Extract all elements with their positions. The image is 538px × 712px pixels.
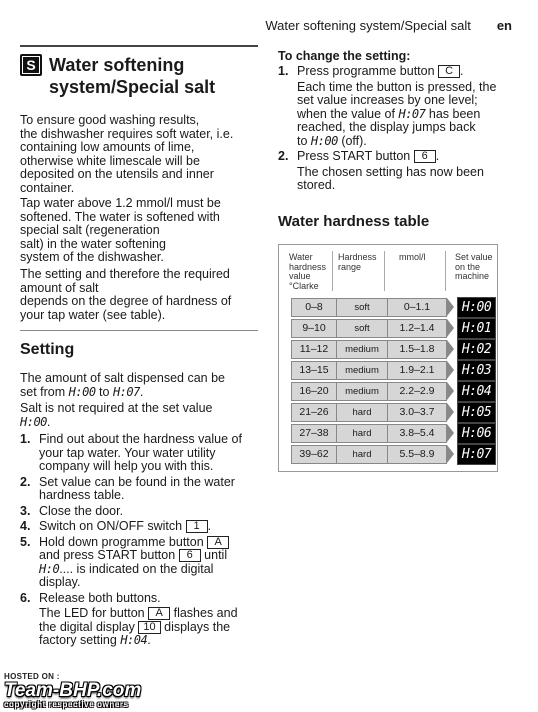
- page-title: [49, 55, 184, 76]
- cell-clarke: 9–10: [291, 319, 337, 338]
- step-5: [20, 536, 260, 590]
- text-line: [39, 549, 260, 563]
- table-row: [291, 340, 495, 359]
- text-line: The setting and therefore the required: [20, 267, 230, 281]
- cell-clarke: 16–20: [291, 382, 337, 401]
- watermark-copyright: copyright respective owners: [4, 700, 129, 709]
- row-arrow: [447, 340, 454, 358]
- step-number: 1.: [278, 64, 289, 78]
- text-line: [39, 607, 260, 621]
- header-section: Water softening system/Special salt: [265, 18, 471, 33]
- text-line: Each time the button is pressed, the: [297, 79, 497, 94]
- text-line: containing low amounts of lime,: [20, 140, 195, 154]
- col-header-clarke: [289, 253, 326, 291]
- display-value: H:00: [20, 414, 47, 429]
- text-line: [39, 536, 260, 550]
- text-line: Find out about the hardness value of: [39, 432, 242, 446]
- text-line: softened. The water is softened with: [20, 209, 220, 224]
- text-line: hardness table.: [39, 488, 125, 502]
- text-line: [20, 386, 260, 400]
- display-value: H:0: [39, 561, 60, 576]
- cell-set-display: H:03: [457, 360, 496, 381]
- step-2: [20, 476, 260, 503]
- display-value: H:00: [310, 133, 338, 148]
- text-line: your tap water (see table).: [20, 307, 166, 322]
- text-line: [20, 416, 260, 430]
- page-title-line1: Water softening: [49, 55, 185, 75]
- col-header-set: [455, 253, 493, 282]
- watermark-hosted: HOSTED ON :: [4, 672, 60, 681]
- cell-set-display: H:02: [457, 339, 496, 360]
- text-span: factory setting: [39, 633, 117, 647]
- text-line: system of the dishwasher.: [20, 250, 164, 264]
- salt-icon-letter: S: [22, 56, 40, 74]
- header-line: Water: [289, 252, 313, 262]
- page-header: [265, 18, 512, 33]
- text-span: when the value of: [297, 106, 395, 121]
- text-line: depends on the degree of hardness of: [20, 294, 232, 308]
- cell-range: soft: [336, 319, 388, 338]
- text-line: the dishwasher requires soft water, i.e.: [20, 126, 234, 141]
- text-line: [39, 634, 260, 648]
- cell-mmol: 1.9–2.1: [387, 361, 447, 380]
- col-divider: [384, 251, 385, 291]
- text-span: .: [147, 633, 151, 647]
- start-button-label: 6: [179, 549, 201, 562]
- table-row: [291, 361, 495, 380]
- text-line: display.: [39, 575, 81, 589]
- watermark: [4, 672, 141, 709]
- cell-set-display: H:00: [457, 297, 496, 318]
- cell-range: medium: [336, 340, 388, 359]
- change-heading: To change the setting:: [278, 49, 411, 63]
- col-header-mmol: [399, 253, 426, 263]
- cell-mmol: 1.5–1.8: [387, 340, 447, 359]
- text-line: amount of salt: [20, 280, 99, 295]
- cell-range: medium: [336, 382, 388, 401]
- text-line: [297, 108, 518, 122]
- col-divider: [332, 251, 333, 291]
- text-span: has been: [428, 106, 481, 121]
- header-line: °Clarke: [289, 280, 319, 291]
- step-number: 3.: [20, 503, 31, 518]
- text-line: To ensure good washing results,: [20, 113, 200, 127]
- cell-clarke: 27–38: [291, 424, 337, 443]
- row-arrow: [447, 361, 454, 379]
- table-row: [291, 445, 495, 464]
- cell-mmol: 3.8–5.4: [387, 424, 447, 443]
- salt-amount-para: [20, 372, 260, 399]
- text-span: .: [46, 414, 51, 429]
- cell-set-display: H:04: [457, 381, 496, 402]
- row-arrow: [447, 319, 454, 337]
- row-arrow: [447, 445, 454, 463]
- header-line: value: [289, 271, 311, 281]
- cell-range: hard: [336, 403, 388, 422]
- setting-heading: Setting: [20, 341, 75, 358]
- text-line: [39, 520, 260, 534]
- header-line: Hardness: [338, 252, 377, 262]
- text-line: [39, 621, 260, 635]
- display-value: H:07: [112, 384, 140, 399]
- table-row: [291, 424, 495, 443]
- col-divider: [445, 251, 446, 291]
- text-line: [297, 135, 518, 149]
- setting-rule: [20, 330, 258, 331]
- row-arrow: [447, 298, 454, 316]
- table-heading: Water hardness table: [278, 213, 430, 230]
- text-line: reached, the display jumps back: [297, 120, 476, 134]
- text-line: deposited on the utensils and inner: [20, 167, 214, 181]
- on-off-switch-label: 1: [186, 520, 208, 533]
- change-step-2: [278, 150, 518, 193]
- text-span: .: [139, 384, 144, 399]
- text-span: to: [99, 384, 110, 399]
- salt-icon: [20, 54, 42, 76]
- text-span: The LED for button: [39, 606, 145, 620]
- digital-display-label: 10: [138, 621, 160, 634]
- row-arrow: [447, 382, 454, 400]
- text-line: Tap water above 1.2 mmol/l must be: [20, 196, 221, 210]
- text-line: Close the door.: [39, 503, 124, 518]
- programme-button-c-label: C: [438, 65, 460, 78]
- text-line: your tap water. Your water utility: [39, 445, 216, 460]
- text-span: and press START button: [39, 548, 176, 562]
- header-lang: en: [496, 18, 512, 33]
- text-span: the digital display: [39, 619, 135, 634]
- text-line: set value increases by one level;: [297, 93, 478, 107]
- cell-clarke: 11–12: [291, 340, 337, 359]
- display-value: H:00: [68, 384, 96, 399]
- step-number: 2.: [20, 474, 31, 489]
- step-number: 6.: [20, 590, 31, 605]
- text-line: [297, 65, 518, 79]
- text-span: flashes and: [173, 606, 238, 620]
- text-span: .: [460, 64, 464, 78]
- page-title-line2: system/Special salt: [49, 77, 216, 97]
- watermark-brand: Team-BHP.com: [4, 680, 142, 701]
- text-line: salt) in the water softening: [20, 236, 166, 251]
- display-value: H:04: [120, 633, 148, 647]
- header-line: on the: [455, 261, 481, 272]
- text-span: .: [435, 149, 440, 163]
- cell-clarke: 39–62: [291, 445, 337, 464]
- header-line: Set value: [455, 252, 493, 262]
- cell-range: hard: [336, 445, 388, 464]
- text-line: Salt is not required at the set value: [20, 401, 213, 415]
- step-1: [20, 433, 260, 474]
- header-line: mmol/l: [399, 252, 426, 262]
- text-span: Press START button: [297, 149, 411, 163]
- cell-mmol: 0–1.1: [387, 298, 447, 317]
- text-span: .... is indicated on the digital: [59, 561, 214, 576]
- header-line: hardness: [289, 261, 327, 272]
- text-span: until: [204, 548, 228, 562]
- cell-set-display: H:07: [457, 444, 496, 465]
- text-span: Press programme button: [297, 64, 435, 78]
- title-rule: [20, 45, 258, 47]
- display-value: H:07: [398, 106, 426, 121]
- text-line: Release both buttons.: [39, 590, 161, 605]
- text-span: Hold down programme button: [39, 534, 204, 549]
- cell-set-display: H:06: [457, 423, 496, 444]
- programme-button-a-label: A: [148, 607, 170, 620]
- text-line: container.: [20, 180, 75, 195]
- text-line: The chosen setting has now been: [297, 164, 484, 179]
- cell-mmol: 1.2–1.4: [387, 319, 447, 338]
- table-row: [291, 319, 495, 338]
- step-number: 5.: [20, 534, 31, 549]
- cell-clarke: 21–26: [291, 403, 337, 422]
- change-steps: [278, 65, 518, 195]
- cell-set-display: H:05: [457, 402, 496, 423]
- cell-mmol: 2.2–2.9: [387, 382, 447, 401]
- step-3: [20, 505, 260, 519]
- intro-para-1: [20, 114, 260, 195]
- row-arrow: [447, 424, 454, 442]
- row-arrow: [447, 403, 454, 421]
- cell-mmol: 3.0–3.7: [387, 403, 447, 422]
- setting-steps: [20, 433, 260, 650]
- change-step-1: [278, 65, 518, 148]
- step-number: 2.: [278, 149, 289, 163]
- cell-mmol: 5.5–8.9: [387, 445, 447, 464]
- cell-range: medium: [336, 361, 388, 380]
- cell-clarke: 13–15: [291, 361, 337, 380]
- cell-clarke: 0–8: [291, 298, 337, 317]
- salt-not-required-para: [20, 402, 260, 429]
- text-line: stored.: [297, 178, 336, 192]
- start-button-label: 6: [414, 150, 436, 163]
- header-line: range: [338, 261, 362, 272]
- text-line: [297, 150, 518, 164]
- intro-para-3: [20, 268, 260, 322]
- programme-button-a-label: A: [207, 536, 229, 549]
- step-number: 1.: [20, 432, 31, 446]
- table-row: [291, 298, 495, 317]
- col-header-range: [338, 253, 377, 272]
- step-number: 4.: [20, 519, 31, 533]
- header-line: machine: [455, 271, 490, 281]
- text-span: displays the: [164, 619, 231, 634]
- step-4: [20, 520, 260, 534]
- text-line: The amount of salt dispensed can be: [20, 371, 225, 385]
- text-line: Set value can be found in the water: [39, 474, 235, 489]
- cell-set-display: H:01: [457, 318, 496, 339]
- text-span: Switch on ON/OFF switch: [39, 519, 183, 533]
- page-title-2: [49, 77, 215, 98]
- text-span: set from: [20, 384, 66, 399]
- text-line: otherwise white limescale will be: [20, 153, 200, 168]
- text-line: special salt (regeneration: [20, 223, 160, 237]
- text-span: (off).: [341, 133, 367, 148]
- intro-para-2: [20, 197, 260, 265]
- step-6: [20, 592, 260, 648]
- text-span: to: [297, 133, 308, 148]
- cell-range: soft: [336, 298, 388, 317]
- water-hardness-table: [278, 244, 498, 472]
- text-line: company will help you with this.: [39, 459, 214, 473]
- text-line: [39, 563, 260, 577]
- table-row: [291, 382, 495, 401]
- table-row: [291, 403, 495, 422]
- text-span: .: [207, 519, 212, 533]
- cell-range: hard: [336, 424, 388, 443]
